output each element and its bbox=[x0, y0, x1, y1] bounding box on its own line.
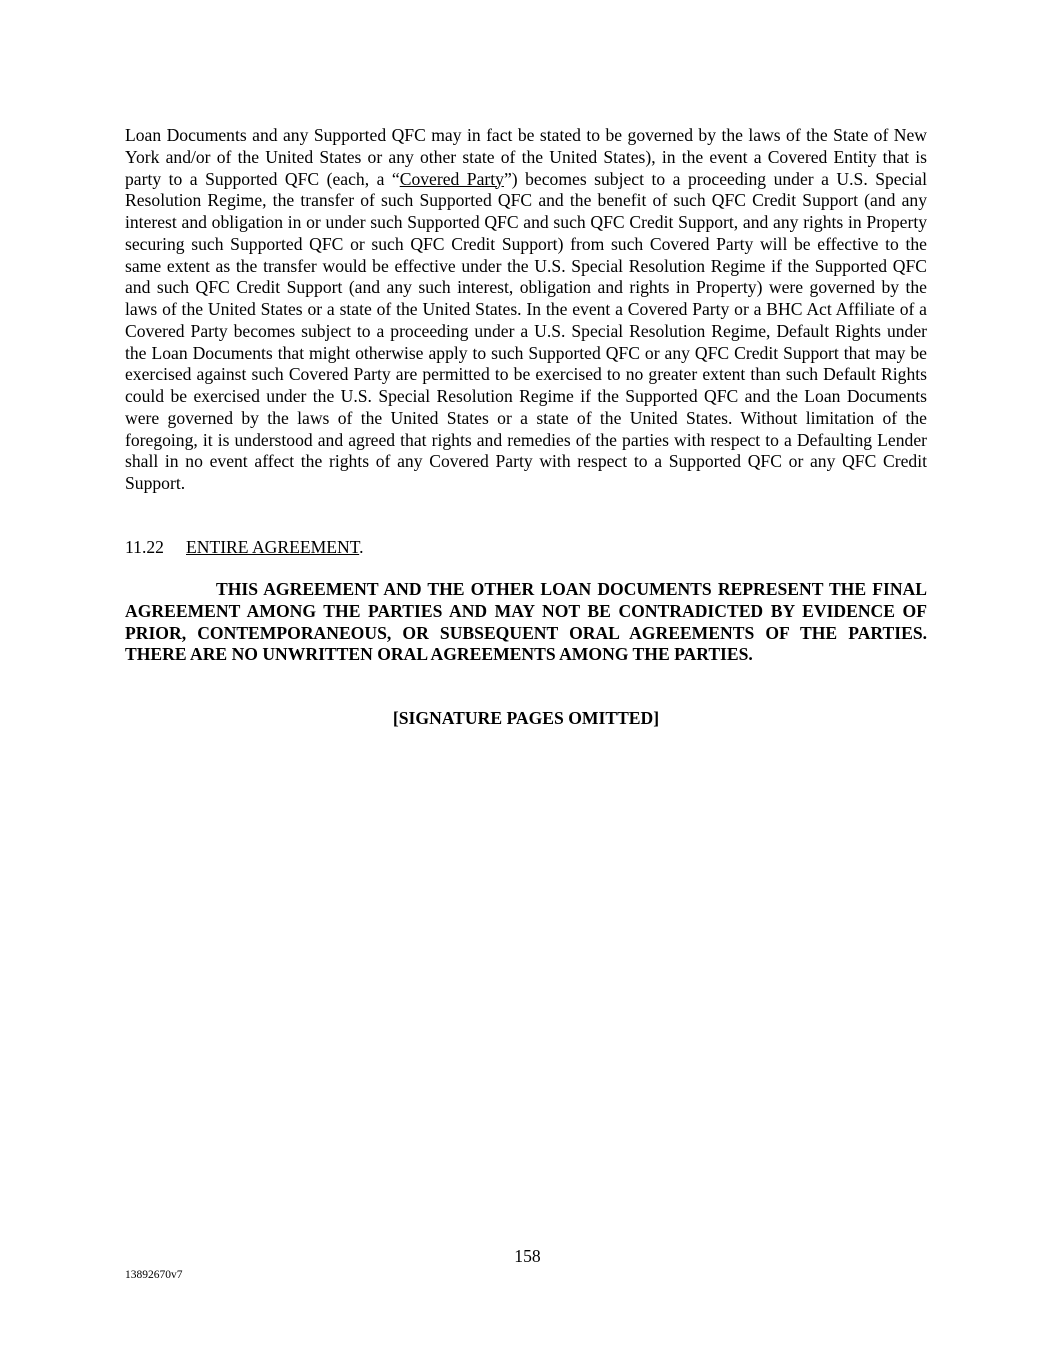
document-id: 13892670v7 bbox=[125, 1269, 183, 1281]
signature-pages-omitted-note: [SIGNATURE PAGES OMITTED] bbox=[392, 708, 660, 728]
entire-agreement-paragraph: THIS AGREEMENT AND THE OTHER LOAN DOCUMENTS REPRESENT THE FINAL AGREEMENT AMONG THE PARTIES AND MAY NOT BE CONTRADICTED BY EVIDENCE OF PRIOR, CONTEMPORANEOUS, OR SUBSEQUENT ORAL AGREEMENTS OF THE PARTIES. THERE ARE NO UNWRITTEN ORAL AGREEMENTS AMONG THE PARTIES. bbox=[125, 579, 927, 665]
paragraph-text-after: ”) becomes subject to a proceeding under a U.S. Special Resolution Regime, the transfer of such Supported QFC and the benefit of such QFC Credit Support (and any interest and obligation in or under such Supported QFC and such QFC Credit Support, and any rights in Property securing such Supported QFC or such QFC Credit Support) from such Covered Party will be effective to the same extent as the transfer would be effective under the U.S. Special Resolution Regime if the Supported QFC and such QFC Credit Support (and any such interest, obligation and rights in Property) were governed by the laws of the United States or a state of the United States. In the event a Covered Party or a BHC Act Affiliate of a Covered Party becomes subject to a proceeding under a U.S. Special Resolution Regime, Default Rights under the Loan Documents that might otherwise apply to such Supported QFC or any QFC Credit Support that may be exercised against such Covered Party are permitted to be exercised to no greater extent than such Default Rights could be exercised under the U.S. Special Resolution Regime if the Supported QFC and the Loan Documents were governed by the laws of the United States or a state of the United States. Without limitation of the foregoing, it is understood and agreed that rights and remedies of the parties with respect to a Defaulting Lender shall in no event affect the rights of any Covered Party with respect to a Supported QFC or any QFC Credit Support. bbox=[125, 168, 927, 493]
page-number: 158 bbox=[514, 1246, 541, 1266]
body-paragraph bbox=[125, 125, 927, 495]
defined-term-covered-party: Covered Party bbox=[399, 168, 504, 189]
section-number: 11.22 bbox=[125, 537, 164, 557]
paragraph-text-before: Loan Documents and any Supported QFC may in fact be stated to be governed by the laws of the State of New York and/or of the United States or any other state of the United States), in the event a Covered Entity that is party to a Supported QFC (each, a “ bbox=[125, 125, 927, 189]
section-heading bbox=[125, 537, 364, 559]
section-title-period: . bbox=[359, 537, 364, 557]
section-title: ENTIRE AGREEMENT bbox=[186, 537, 360, 557]
